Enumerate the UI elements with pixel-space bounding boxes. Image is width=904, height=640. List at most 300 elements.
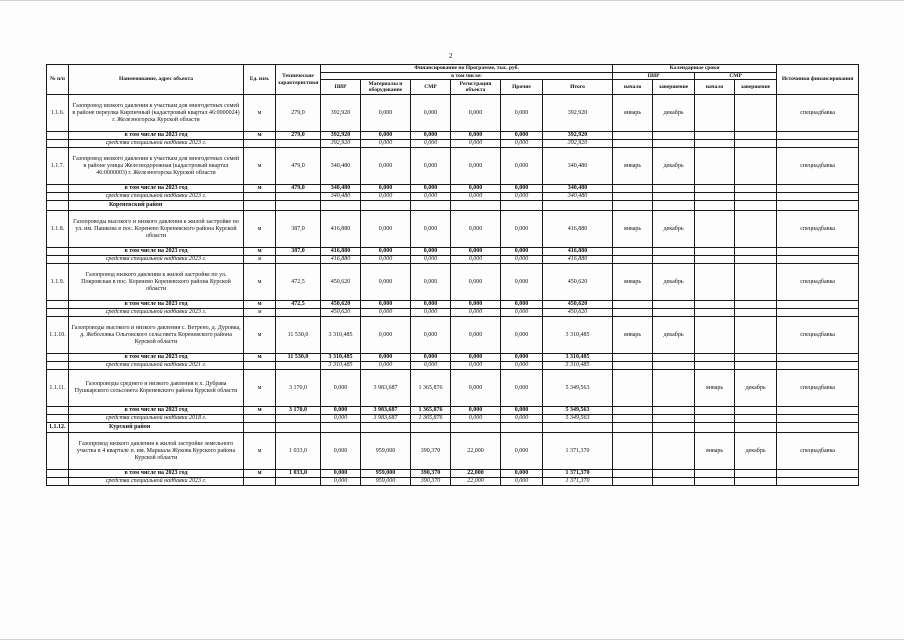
header-registration: Регистрация объекта — [451, 80, 501, 95]
cell-total: 1 371,370 — [543, 470, 613, 478]
region-name: Курский район — [69, 423, 244, 433]
cell-source — [777, 193, 859, 201]
cell-smr-start: январь — [695, 433, 735, 470]
cell-smr: 1 365,876 — [411, 415, 451, 423]
cell-total: 416,880 — [543, 248, 613, 256]
cell-source: спецнадбавка — [777, 370, 859, 407]
cell-smr-end — [735, 317, 777, 354]
cell-smr-start — [695, 301, 735, 309]
row-label: в том числе на 2023 год — [69, 470, 244, 478]
header-name: Наименование, адрес объекта — [69, 65, 244, 95]
cell-smr-start — [695, 95, 735, 132]
cell-pir: 392,920 — [321, 132, 361, 140]
row-number: 1.1.7. — [47, 148, 69, 185]
cell-source — [777, 248, 859, 256]
cell-smr-start: январь — [695, 370, 735, 407]
cell-mat: 0,000 — [361, 140, 411, 148]
cell-unit: м — [244, 132, 276, 140]
cell-smr-end — [735, 415, 777, 423]
empty-cell — [735, 423, 777, 433]
header-including: в том числе: — [321, 72, 613, 80]
cell-mat: 0,000 — [361, 132, 411, 140]
cell-total: 5 349,563 — [543, 415, 613, 423]
row-label: в том числе на 2023 год — [69, 248, 244, 256]
cell-smr: 0,000 — [411, 301, 451, 309]
cell-reg: 0,000 — [451, 264, 501, 301]
cell-smr-start — [695, 309, 735, 317]
empty-cell — [276, 201, 321, 211]
cell-pir: 416,880 — [321, 256, 361, 264]
row-number — [47, 309, 69, 317]
cell-unit: м — [244, 370, 276, 407]
cell-smr: 0,000 — [411, 256, 451, 264]
empty-cell — [653, 201, 695, 211]
cell-mat: 0,000 — [361, 211, 411, 248]
empty-cell — [735, 201, 777, 211]
header-pir: ПИР — [321, 80, 361, 95]
row-number — [47, 193, 69, 201]
cell-unit: м — [244, 309, 276, 317]
row-label: в том числе на 2023 год — [69, 185, 244, 193]
cell-other: 0,000 — [501, 140, 543, 148]
object-row — [47, 433, 859, 470]
cell-reg: 22,000 — [451, 478, 501, 486]
cell-total: 340,480 — [543, 185, 613, 193]
cell-smr-start — [695, 185, 735, 193]
cell-smr: 0,000 — [411, 264, 451, 301]
header-no: № п/п — [47, 65, 69, 95]
cell-other: 0,000 — [501, 433, 543, 470]
cell-unit — [244, 193, 276, 201]
empty-cell — [613, 423, 653, 433]
cell-smr: 0,000 — [411, 362, 451, 370]
cell-pir-end — [653, 248, 695, 256]
cell-pir-end — [653, 140, 695, 148]
cell-smr-start — [695, 317, 735, 354]
cell-source — [777, 362, 859, 370]
cell-other: 0,000 — [501, 407, 543, 415]
cell-pir: 392,920 — [321, 140, 361, 148]
cell-pir-start — [613, 370, 653, 407]
object-name: Газопроводы высокого и низкого давления к жилой застройке по ул. им. Пашкова в пос. Коренево Кореневского района Курской области — [69, 211, 244, 248]
empty-cell — [276, 423, 321, 433]
cell-pir-end — [653, 185, 695, 193]
cell-unit: м — [244, 301, 276, 309]
cell-reg: 0,000 — [451, 211, 501, 248]
empty-cell — [451, 423, 501, 433]
cell-smr-start — [695, 415, 735, 423]
cell-smr: 390,370 — [411, 478, 451, 486]
cell-mat: 0,000 — [361, 317, 411, 354]
cell-pir: 450,620 — [321, 264, 361, 301]
cell-unit — [244, 478, 276, 486]
cell-tech — [276, 309, 321, 317]
object-row — [47, 211, 859, 248]
cell-tech — [276, 362, 321, 370]
cell-mat: 0,000 — [361, 309, 411, 317]
cell-mat: 0,000 — [361, 264, 411, 301]
cell-smr-end — [735, 148, 777, 185]
cell-smr: 0,000 — [411, 95, 451, 132]
cell-smr-start — [695, 148, 735, 185]
cell-source — [777, 470, 859, 478]
cell-pir: 416,880 — [321, 211, 361, 248]
header-total: Итого — [543, 80, 613, 95]
cell-pir-start — [613, 132, 653, 140]
year-total-row — [47, 470, 859, 478]
row-label: в том числе на 2023 год — [69, 407, 244, 415]
row-label: средства специальной надбавки 2023 г. — [69, 478, 244, 486]
cell-source: спецнадбавка — [777, 211, 859, 248]
empty-cell — [321, 201, 361, 211]
header-smr-end: завершение — [735, 80, 777, 95]
cell-smr: 0,000 — [411, 317, 451, 354]
empty-cell — [653, 423, 695, 433]
header-pir-end: завершение — [653, 80, 695, 95]
cell-reg: 0,000 — [451, 95, 501, 132]
cell-other: 0,000 — [501, 354, 543, 362]
cell-pir-end — [653, 301, 695, 309]
cell-unit — [244, 140, 276, 148]
cell-smr-start — [695, 362, 735, 370]
cell-tech: 479,0 — [276, 185, 321, 193]
cell-pir: 0,000 — [321, 407, 361, 415]
header-smr-start: начало — [695, 80, 735, 95]
object-row — [47, 264, 859, 301]
cell-pir: 340,480 — [321, 185, 361, 193]
cell-total: 1 371,370 — [543, 433, 613, 470]
row-number — [47, 201, 69, 211]
cell-pir-start — [613, 193, 653, 201]
funding-source-row — [47, 362, 859, 370]
cell-smr: 0,000 — [411, 185, 451, 193]
cell-reg: 22,000 — [451, 470, 501, 478]
cell-other: 0,000 — [501, 264, 543, 301]
cell-total: 1 371,370 — [543, 478, 613, 486]
empty-cell — [451, 201, 501, 211]
header-cal-pir: ПИР — [613, 72, 695, 80]
cell-other: 0,000 — [501, 132, 543, 140]
cell-pir: 3 310,485 — [321, 317, 361, 354]
cell-total: 416,880 — [543, 211, 613, 248]
cell-smr: 1 365,876 — [411, 407, 451, 415]
cell-source — [777, 140, 859, 148]
cell-other: 0,000 — [501, 370, 543, 407]
cell-smr: 390,370 — [411, 470, 451, 478]
cell-total: 3 310,485 — [543, 354, 613, 362]
year-total-row — [47, 132, 859, 140]
year-total-row — [47, 354, 859, 362]
cell-smr: 1 365,876 — [411, 370, 451, 407]
cell-pir: 450,620 — [321, 301, 361, 309]
cell-reg: 0,000 — [451, 415, 501, 423]
cell-pir-start — [613, 185, 653, 193]
row-number — [47, 354, 69, 362]
cell-other: 0,000 — [501, 317, 543, 354]
cell-tech: 11 530,0 — [276, 354, 321, 362]
row-number — [47, 301, 69, 309]
cell-pir-start — [613, 140, 653, 148]
row-number — [47, 362, 69, 370]
cell-smr-end — [735, 211, 777, 248]
cell-unit — [244, 415, 276, 423]
row-label: средства специальной надбавки 2021 г. — [69, 362, 244, 370]
cell-unit: м — [244, 148, 276, 185]
cell-pir-start: январь — [613, 264, 653, 301]
cell-unit: м — [244, 407, 276, 415]
cell-smr-end — [735, 248, 777, 256]
object-row — [47, 148, 859, 185]
object-row — [47, 370, 859, 407]
row-label: средства специальной надбавки 2023 г. — [69, 140, 244, 148]
cell-smr: 0,000 — [411, 148, 451, 185]
cell-source: спецнадбавка — [777, 264, 859, 301]
empty-cell — [411, 423, 451, 433]
cell-pir-start: январь — [613, 95, 653, 132]
cell-pir-end — [653, 470, 695, 478]
object-name: Газопровод низкого давления к участкам для многодетных семей в районе улицы Железнодорожная (кадастровый квартал 46:0000003) г. Железногорска Курской области — [69, 148, 244, 185]
cell-tech: 1 033,0 — [276, 470, 321, 478]
cell-other: 0,000 — [501, 193, 543, 201]
header-financing: Финансирование по Программе, тыс. руб. — [321, 65, 613, 73]
cell-pir-start — [613, 433, 653, 470]
row-number — [47, 248, 69, 256]
cell-pir: 0,000 — [321, 470, 361, 478]
year-total-row — [47, 185, 859, 193]
funding-source-row — [47, 309, 859, 317]
cell-smr: 0,000 — [411, 193, 451, 201]
year-total-row — [47, 301, 859, 309]
cell-smr: 0,000 — [411, 248, 451, 256]
region-row — [47, 201, 859, 211]
cell-smr-end: декабрь — [735, 370, 777, 407]
cell-smr-end — [735, 193, 777, 201]
cell-smr-end — [735, 362, 777, 370]
page-number: 2 — [449, 52, 453, 60]
cell-pir-start — [613, 407, 653, 415]
cell-reg: 0,000 — [451, 132, 501, 140]
cell-source — [777, 309, 859, 317]
cell-smr-end — [735, 256, 777, 264]
header-unit: Ед. изм. — [244, 65, 276, 95]
cell-unit: м — [244, 211, 276, 248]
cell-pir-end — [653, 354, 695, 362]
cell-pir-start — [613, 478, 653, 486]
cell-pir-end: декабрь — [653, 95, 695, 132]
cell-smr-end — [735, 132, 777, 140]
cell-mat: 3 983,687 — [361, 370, 411, 407]
cell-tech: 1 033,0 — [276, 433, 321, 470]
cell-smr: 0,000 — [411, 309, 451, 317]
cell-reg: 0,000 — [451, 309, 501, 317]
funding-source-row — [47, 193, 859, 201]
cell-mat: 0,000 — [361, 185, 411, 193]
cell-reg: 22,000 — [451, 433, 501, 470]
cell-other: 0,000 — [501, 309, 543, 317]
row-number: 1.1.10. — [47, 317, 69, 354]
cell-source — [777, 415, 859, 423]
cell-smr-end — [735, 407, 777, 415]
header-other: Прочие — [501, 80, 543, 95]
table-header — [47, 65, 859, 95]
row-label: в том числе на 2023 год — [69, 132, 244, 140]
cell-tech: 11 530,0 — [276, 317, 321, 354]
cell-other: 0,000 — [501, 415, 543, 423]
cell-smr-start — [695, 256, 735, 264]
cell-mat: 959,000 — [361, 470, 411, 478]
cell-tech — [276, 415, 321, 423]
row-number — [47, 415, 69, 423]
empty-cell — [543, 423, 613, 433]
cell-tech: 279,0 — [276, 132, 321, 140]
cell-other: 0,000 — [501, 211, 543, 248]
cell-source — [777, 478, 859, 486]
empty-cell — [613, 201, 653, 211]
cell-mat: 0,000 — [361, 193, 411, 201]
cell-pir-end — [653, 478, 695, 486]
cell-reg: 0,000 — [451, 185, 501, 193]
cell-unit: м — [244, 95, 276, 132]
cell-unit — [244, 362, 276, 370]
cell-pir-end — [653, 256, 695, 264]
cell-tech — [276, 140, 321, 148]
cell-pir-end — [653, 433, 695, 470]
empty-cell — [361, 423, 411, 433]
cell-pir-end: декабрь — [653, 211, 695, 248]
object-name: Газопроводы высокого и низкого давления с. Ветрено, д. Дуровка, д. Жеболовка Ольговского сельсовета Кореневского района Курской области — [69, 317, 244, 354]
header-cal-smr: СМР — [695, 72, 777, 80]
empty-cell — [543, 201, 613, 211]
row-number: 1.1.11. — [47, 370, 69, 407]
cell-smr-end — [735, 301, 777, 309]
cell-reg: 0,000 — [451, 256, 501, 264]
cell-pir-start — [613, 248, 653, 256]
empty-cell — [244, 201, 276, 211]
cell-mat: 0,000 — [361, 354, 411, 362]
cell-smr-start — [695, 248, 735, 256]
cell-pir-end — [653, 370, 695, 407]
cell-pir: 392,920 — [321, 95, 361, 132]
row-number — [47, 433, 69, 470]
header-tech: Технические характеристики — [276, 65, 321, 95]
cell-source — [777, 132, 859, 140]
cell-unit: м — [244, 248, 276, 256]
cell-reg: 0,000 — [451, 354, 501, 362]
empty-cell — [361, 201, 411, 211]
cell-source: спецнадбавка — [777, 433, 859, 470]
cell-smr-start — [695, 140, 735, 148]
row-number: 1.1.6. — [47, 95, 69, 132]
cell-source: спецнадбавка — [777, 317, 859, 354]
cell-other: 0,000 — [501, 362, 543, 370]
cell-pir: 340,480 — [321, 148, 361, 185]
cell-pir-start: январь — [613, 211, 653, 248]
cell-tech: 279,0 — [276, 95, 321, 132]
row-number — [47, 132, 69, 140]
cell-total: 5 349,563 — [543, 370, 613, 407]
cell-other: 0,000 — [501, 248, 543, 256]
cell-unit: м — [244, 264, 276, 301]
header-source: Источники финансирования — [777, 65, 859, 95]
cell-total: 340,480 — [543, 148, 613, 185]
cell-mat: 0,000 — [361, 148, 411, 185]
cell-pir-end — [653, 132, 695, 140]
cell-pir-end — [653, 415, 695, 423]
object-name: Газопроводы среднего и низкого давления в х. Дубрава Пушкарского сельсовета Кореневского района Курской области — [69, 370, 244, 407]
funding-source-row — [47, 256, 859, 264]
cell-total: 450,620 — [543, 301, 613, 309]
cell-smr-end — [735, 470, 777, 478]
cell-pir: 450,620 — [321, 309, 361, 317]
cell-smr-start — [695, 407, 735, 415]
cell-smr-start — [695, 478, 735, 486]
empty-cell — [501, 201, 543, 211]
cell-unit: м — [244, 470, 276, 478]
row-label: средства специальной надбавки 2018 г. — [69, 415, 244, 423]
cell-tech — [276, 478, 321, 486]
object-name: Газопровод низкого давления к жилой застройке по ул. Покровская в пос. Коренево Кореневского района Курской области — [69, 264, 244, 301]
cell-smr: 0,000 — [411, 132, 451, 140]
cell-smr-end — [735, 264, 777, 301]
year-total-row — [47, 407, 859, 415]
cell-smr-end — [735, 309, 777, 317]
cell-mat: 0,000 — [361, 301, 411, 309]
cell-unit: м — [244, 185, 276, 193]
cell-total: 450,620 — [543, 264, 613, 301]
cell-reg: 0,000 — [451, 193, 501, 201]
cell-pir: 3 310,485 — [321, 362, 361, 370]
cell-reg: 0,000 — [451, 317, 501, 354]
cell-mat: 3 983,687 — [361, 415, 411, 423]
cell-tech: 387,0 — [276, 211, 321, 248]
cell-tech: 3 170,0 — [276, 407, 321, 415]
cell-smr-end — [735, 95, 777, 132]
cell-smr: 0,000 — [411, 140, 451, 148]
cell-tech: 479,0 — [276, 148, 321, 185]
row-number: 1.1.12. — [47, 423, 69, 433]
cell-mat: 959,000 — [361, 433, 411, 470]
cell-smr-start — [695, 211, 735, 248]
cell-smr-end: декабрь — [735, 433, 777, 470]
cell-smr-start — [695, 264, 735, 301]
cell-tech — [276, 256, 321, 264]
empty-cell — [244, 423, 276, 433]
cell-other: 0,000 — [501, 256, 543, 264]
cell-pir: 0,000 — [321, 478, 361, 486]
cell-total: 5 349,563 — [543, 407, 613, 415]
cell-tech: 3 170,0 — [276, 370, 321, 407]
cell-mat: 0,000 — [361, 248, 411, 256]
cell-total: 3 310,485 — [543, 317, 613, 354]
row-number — [47, 407, 69, 415]
row-label: в том числе на 2023 год — [69, 301, 244, 309]
object-row — [47, 317, 859, 354]
cell-other: 0,000 — [501, 470, 543, 478]
row-label: средства специальной надбавки 2023 г. — [69, 193, 244, 201]
cell-smr-start — [695, 132, 735, 140]
program-table — [46, 64, 859, 486]
region-row — [47, 423, 859, 433]
cell-unit: м — [244, 317, 276, 354]
cell-smr-end — [735, 185, 777, 193]
cell-pir-end — [653, 193, 695, 201]
header-calendar: Календарные сроки — [613, 65, 777, 73]
cell-mat: 0,000 — [361, 256, 411, 264]
cell-smr-end — [735, 354, 777, 362]
cell-reg: 0,000 — [451, 148, 501, 185]
empty-cell — [777, 423, 859, 433]
cell-source: спецнадбавка — [777, 148, 859, 185]
